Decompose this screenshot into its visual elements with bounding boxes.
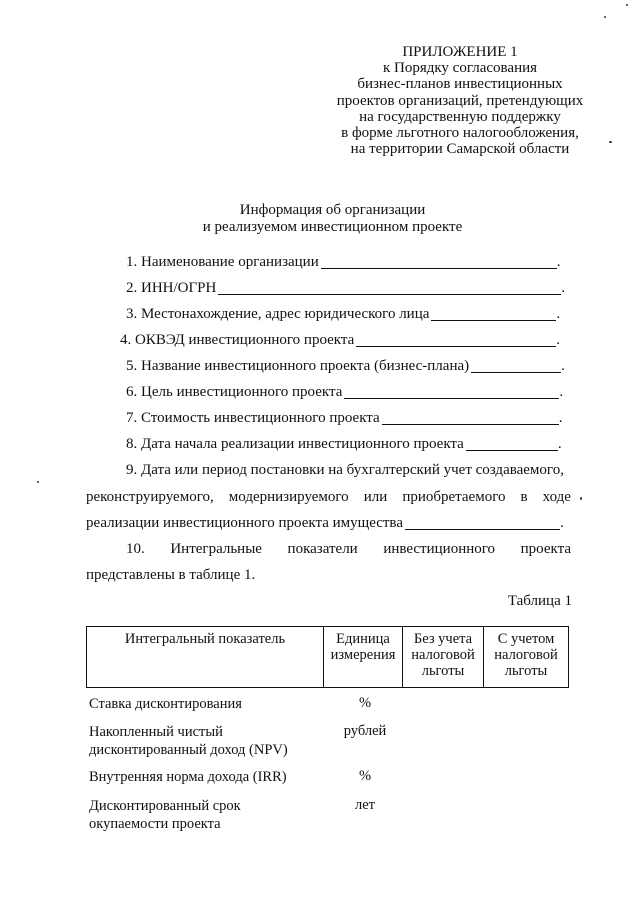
field-label: реализации инвестиционного проекта имущества [86,515,403,531]
table-row-indicator: Дисконтированный срок окупаемости проекта [89,798,241,833]
field-label: 6. Цель инвестиционного проекта [126,384,343,400]
scan-speck [580,497,582,500]
fill-in-line[interactable] [471,359,561,373]
fill-in-line[interactable] [405,516,560,530]
field-label: 8. Дата начала реализации инвестиционного проекта [126,436,464,452]
table-row-indicator: Внутренняя норма дохода (IRR) [89,769,287,785]
appendix-line: в форме льготного налогообложения, [341,124,579,141]
appendix-line: на территории Самарской области [350,141,570,158]
fill-in-line[interactable] [321,255,557,269]
item9-line1: 9. Дата или период постановки на бухгалтерский учет создаваемого, [126,462,564,478]
scan-speck [604,16,606,18]
title-line: и реализуемом инвестиционном проекте [202,219,463,235]
indicators-table-header [86,626,569,688]
field-start-date: 8. Дата начала реализации инвестиционного проекта . [126,436,562,452]
header-without-benefit: Без учета налоговой льготы [403,627,484,688]
table-row-indicator: Ставка дисконтирования [89,696,242,712]
field-label: 3. Местонахождение, адрес юридического лица [126,306,430,322]
header-with-benefit: С учетом налоговой льготы [484,627,569,688]
appendix-line: к Порядку согласования [382,60,538,77]
table-row-unit: % [358,695,372,711]
field-organization-name: 1. Наименование организации . [126,254,561,270]
appendix-line: бизнес-планов инвестиционных [357,76,563,93]
fill-in-line[interactable] [382,411,559,425]
field-okved: 4. ОКВЭД инвестиционного проекта . [120,332,561,348]
fill-in-line[interactable] [431,307,556,321]
field-label: 2. ИНН/ОГРН [126,280,217,296]
table-row-unit: рублей [343,723,387,739]
appendix-line: проектов организаций, претендующих [336,92,584,109]
field-label: 5. Название инвестиционного проекта (бизнес-плана) [126,358,470,374]
field-inn-ogrn: 2. ИНН/ОГРН . [126,280,566,296]
fill-in-line[interactable] [466,437,558,451]
title-line: Информация об организации [239,202,426,218]
scan-speck [626,4,628,6]
header-indicator: Интегральный показатель [87,627,324,688]
fill-in-line[interactable] [356,333,556,347]
fill-in-line[interactable] [218,281,561,295]
appendix-line: ПРИЛОЖЕНИЕ 1 [402,44,518,60]
item9-line3: реализации инвестиционного проекта имущества . [86,515,564,531]
table-row-unit: лет [354,797,375,813]
fill-in-line[interactable] [344,385,559,399]
header-unit: Единица измерения [324,627,403,688]
field-label: 4. ОКВЭД инвестиционного проекта [120,332,355,348]
field-label: 1. Наименование организации [126,254,319,270]
scan-speck [609,141,612,143]
item10-line1: 10. Интегральные показатели инвестиционного проекта [126,541,571,557]
item9-line2: реконструируемого, модернизируемого или приобретаемого в ходе [86,489,571,505]
appendix-header [330,44,590,157]
field-project-cost: 7. Стоимость инвестиционного проекта . [126,410,563,426]
table-caption: Таблица 1 [507,593,572,609]
field-label: 7. Стоимость инвестиционного проекта [126,410,380,426]
item10-line2: представлены в таблице 1. [86,567,256,583]
scan-speck [37,481,39,483]
appendix-line: на государственную поддержку [359,108,561,125]
document-title [150,202,515,236]
field-project-goal: 6. Цель инвестиционного проекта . [126,384,564,400]
field-project-name: 5. Название инвестиционного проекта (бизнес-плана) . [126,358,565,374]
field-location: 3. Местонахождение, адрес юридического лица . [126,306,561,322]
table-row-unit: % [358,768,372,784]
table-row-indicator: Накопленный чистый дисконтированный доход (NPV) [89,724,288,759]
